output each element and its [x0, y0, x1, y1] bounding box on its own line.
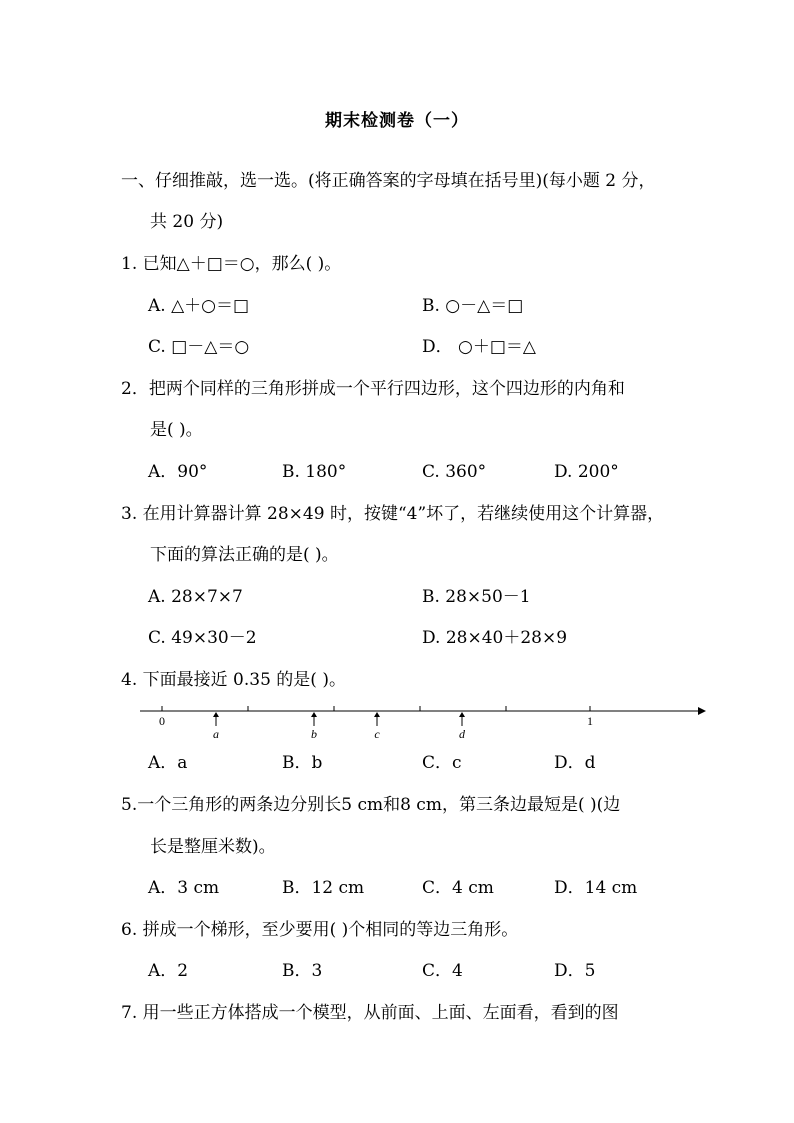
question-1-option-c: C. □－△＝○ [148, 337, 250, 357]
question-6-option-a: A．2 [148, 961, 189, 981]
number-line-one-label: 1 [587, 714, 593, 728]
question-5-option-c: C．4 cm [422, 878, 494, 898]
question-1-stem: 1. 已知△＋□＝○，那么( )。 [121, 254, 342, 274]
question-6-option-b: B．3 [282, 961, 323, 981]
question-4-option-b: B．b [282, 753, 323, 773]
question-4-option-d: D．d [554, 753, 596, 773]
question-3-option-c: C. 49×30－2 [148, 628, 257, 648]
marker-d-label: d [459, 727, 465, 741]
number-line-figure [130, 700, 710, 750]
question-6-option-d: D．5 [554, 961, 596, 981]
question-4-stem: 4. 下面最接近 0.35 的是( )。 [121, 670, 346, 690]
question-2-stem-line2: 是( )。 [150, 420, 203, 440]
question-4-option-a: A．a [148, 753, 188, 773]
question-6-stem: 6. 拼成一个梯形，至少要用( )个相同的等边三角形。 [121, 920, 519, 940]
number-line-zero-label: 0 [159, 714, 165, 728]
question-5-option-a: A．3 cm [148, 878, 220, 898]
marker-b-arrowhead [311, 712, 317, 717]
question-3-stem-line2: 下面的算法正确的是( )。 [150, 545, 339, 565]
question-5-option-b: B．12 cm [282, 878, 365, 898]
marker-c-arrowhead [374, 712, 380, 717]
question-4-option-c: C．c [422, 753, 462, 773]
question-3-option-d: D. 28×40＋28×9 [422, 628, 568, 648]
question-2-option-b: B. 180° [282, 462, 347, 482]
question-2-option-c: C. 360° [422, 462, 487, 482]
section-heading-line1: 一、仔细推敲，选一选。(将正确答案的字母填在括号里)(每小题 2 分， [121, 171, 656, 191]
question-3-stem-line1: 3. 在用计算器计算 28×49 时，按键“4”坏了，若继续使用这个计算器， [121, 504, 665, 524]
page-title: 期末检测卷（一） [325, 111, 469, 131]
marker-d-arrowhead [459, 712, 465, 717]
question-1-option-b: B. ○－△＝□ [422, 296, 524, 316]
section-heading-line2: 共 20 分) [150, 212, 224, 232]
marker-c-label: c [374, 727, 380, 741]
question-3-option-b: B. 28×50－1 [422, 587, 531, 607]
question-1-option-d: D． ○＋□＝△ [422, 337, 537, 357]
question-1-option-a: A. △＋○＝□ [148, 296, 250, 316]
marker-a-label: a [213, 727, 219, 741]
question-2-option-d: D. 200° [554, 462, 619, 482]
question-2-option-a: A．90° [148, 462, 208, 482]
marker-b-label: b [311, 727, 317, 741]
question-2-stem-line1: 2．把两个同样的三角形拼成一个平行四边形，这个四边形的内角和 [121, 379, 625, 399]
question-3-option-a: A. 28×7×7 [148, 587, 243, 607]
question-6-option-c: C．4 [422, 961, 463, 981]
question-5-option-d: D．14 cm [554, 878, 638, 898]
marker-a-arrowhead [213, 712, 219, 717]
question-5-stem-line1: 5.一个三角形的两条边分别长5 cm和8 cm，第三条边最短是( )(边 [121, 795, 621, 815]
question-5-stem-line2: 长是整厘米数)。 [150, 837, 276, 857]
question-7-stem: 7. 用一些正方体搭成一个模型，从前面、上面、左面看，看到的图 [121, 1003, 619, 1023]
number-line-arrowhead [698, 707, 706, 715]
